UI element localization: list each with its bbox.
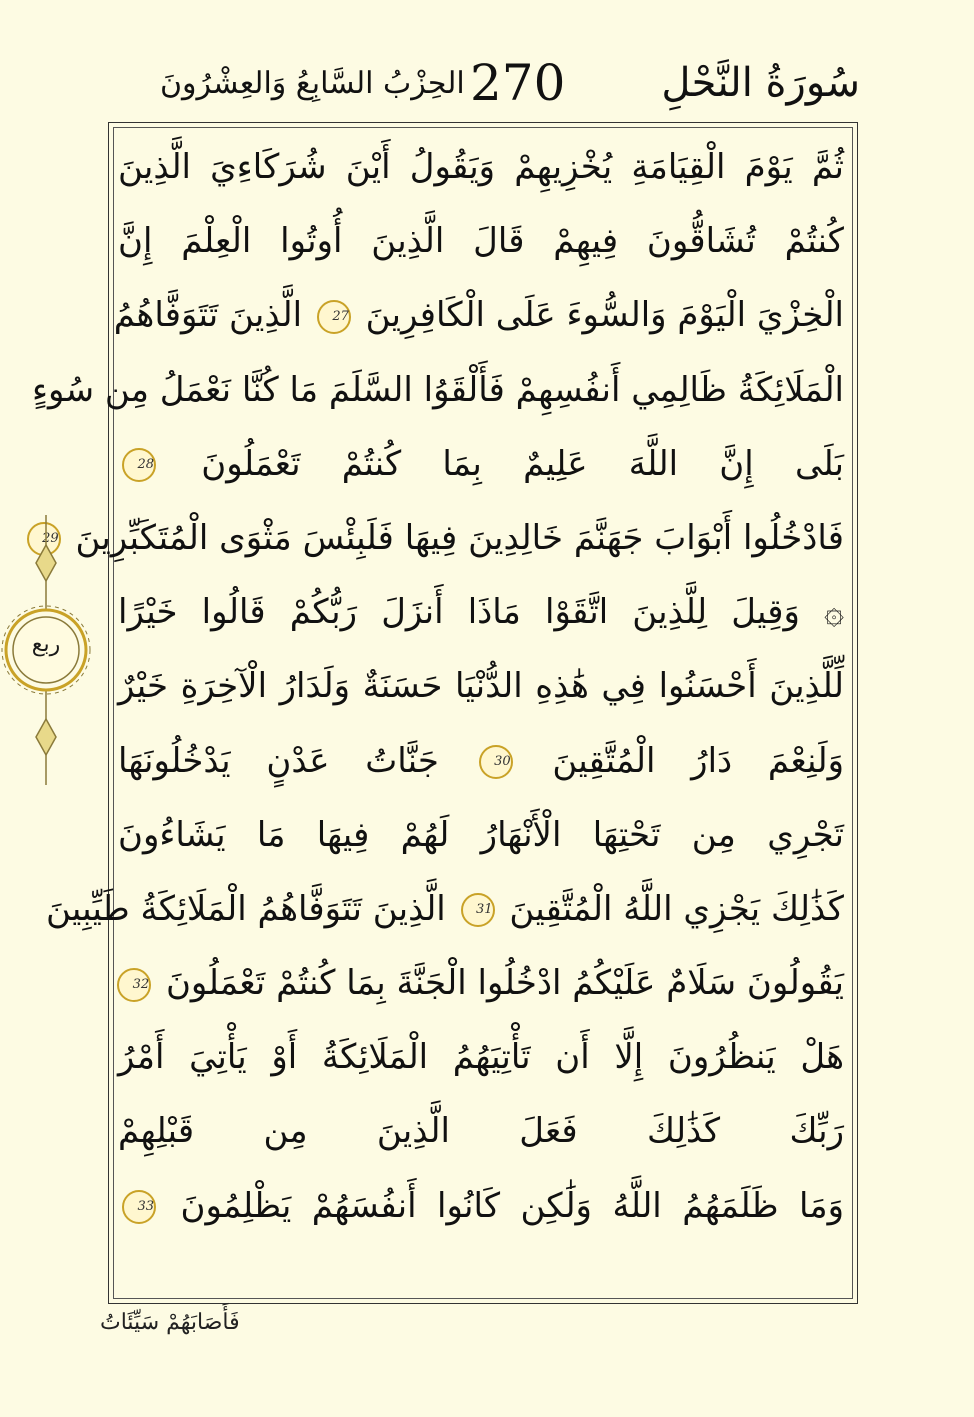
page-header [100,52,870,122]
hizb-title: الحِزْبُ السَّابِعُ وَالعِشْرُونَ [160,66,465,101]
text-line [118,946,844,1020]
verse-text: تَجْرِي مِن تَحْتِهَا الْأَنْهَارُ لَهُمْ فِيهَا مَا يَشَاءُونَ [118,814,844,855]
verse-text: ۞ وَقِيلَ لِلَّذِينَ اتَّقَوْا مَاذَا أَنزَلَ رَبُّكُمْ قَالُوا خَيْرًا [118,592,844,633]
rub-label: ربع [31,632,61,657]
text-line [42,501,844,575]
verse-text: بَلَى إِنَّ اللَّهَ عَلِيمٌ بِمَا كُنتُمْ تَعْمَلُونَ [201,443,844,484]
verse-text: ثُمَّ يَوْمَ الْقِيَامَةِ يُخْزِيهِمْ وَيَقُولُ أَيْنَ شُرَكَاءِيَ الَّذِينَ [118,147,844,187]
text-line [45,872,844,946]
verse-text: كُنتُمْ تُشَاقُّونَ فِيهِمْ قَالَ الَّذِينَ أُوتُوا الْعِلْمَ إِنَّ [118,221,844,262]
text-line [118,575,844,649]
page-number: 270 [470,54,566,112]
text-line [118,1169,844,1243]
text-line [118,724,844,798]
verse-text: كَذَٰلِكَ يَجْزِي اللَّهُ الْمُتَّقِينَ [509,888,844,929]
text-line [113,278,844,352]
verse-text-continued: الَّذِينَ تَتَوَفَّاهُمُ الْمَلَائِكَةُ طَيِّبِينَ [45,888,446,929]
text-line [118,798,844,872]
verse-text: لِّلَّذِينَ أَحْسَنُوا فِي هَٰذِهِ الدُّنْيَا حَسَنَةٌ وَلَدَارُ الْآخِرَةِ خَيْرٌ [118,666,844,707]
ayah-number-marker: 29 [27,522,61,556]
surah-title: سُورَةُ النَّحْلِ [661,60,860,106]
verse-text-continued: جَنَّاتُ عَدْنٍ يَدْخُلُونَهَا [118,740,439,781]
ayah-number-marker: 27 [317,300,351,334]
text-line [118,1094,844,1168]
verse-text: وَلَنِعْمَ دَارُ الْمُتَّقِينَ [552,740,844,781]
verse-text: فَادْخُلُوا أَبْوَابَ جَهَنَّمَ خَالِدِينَ فِيهَا فَلَبِئْسَ مَثْوَى الْمُتَكَبِّرِينَ [75,517,844,558]
text-line [32,353,844,427]
text-line [118,1020,844,1094]
text-line [118,649,844,723]
ayah-number-marker: 33 [122,1190,156,1224]
verse-text: وَمَا ظَلَمَهُمُ اللَّهُ وَلَٰكِن كَانُوا أَنفُسَهُمْ يَظْلِمُونَ [180,1185,844,1226]
text-line [118,130,844,204]
text-line [118,427,844,501]
verse-text: الْخِزْيَ الْيَوْمَ وَالسُّوءَ عَلَى الْكَافِرِينَ [365,295,844,336]
ayah-number-marker: 28 [122,448,156,482]
catchword: فَأَصَابَهُمْ سَيِّئَاتُ [100,1310,240,1335]
ayah-number-marker: 32 [117,968,151,1002]
verse-text: هَلْ يَنظُرُونَ إِلَّا أَن تَأْتِيَهُمُ الْمَلَائِكَةُ أَوْ يَأْتِيَ أَمْرُ [118,1037,844,1078]
text-line [118,204,844,278]
verse-text: يَقُولُونَ سَلَامٌ عَلَيْكُمُ ادْخُلُوا الْجَنَّةَ بِمَا كُنتُمْ تَعْمَلُونَ [165,963,844,1004]
rub-marker-ornament [4,515,88,785]
verse-text-continued: الَّذِينَ تَتَوَفَّاهُمُ [113,295,303,336]
ayah-number-marker: 30 [479,745,513,779]
ayah-number-marker: 31 [461,893,495,927]
verse-text: الْمَلَائِكَةُ ظَالِمِي أَنفُسِهِمْ فَأَلْقَوُا السَّلَمَ مَا كُنَّا نَعْمَلُ مِن سُوءٍ [32,369,844,410]
verse-text: رَبِّكَ كَذَٰلِكَ فَعَلَ الَّذِينَ مِن قَبْلِهِمْ [118,1111,844,1152]
